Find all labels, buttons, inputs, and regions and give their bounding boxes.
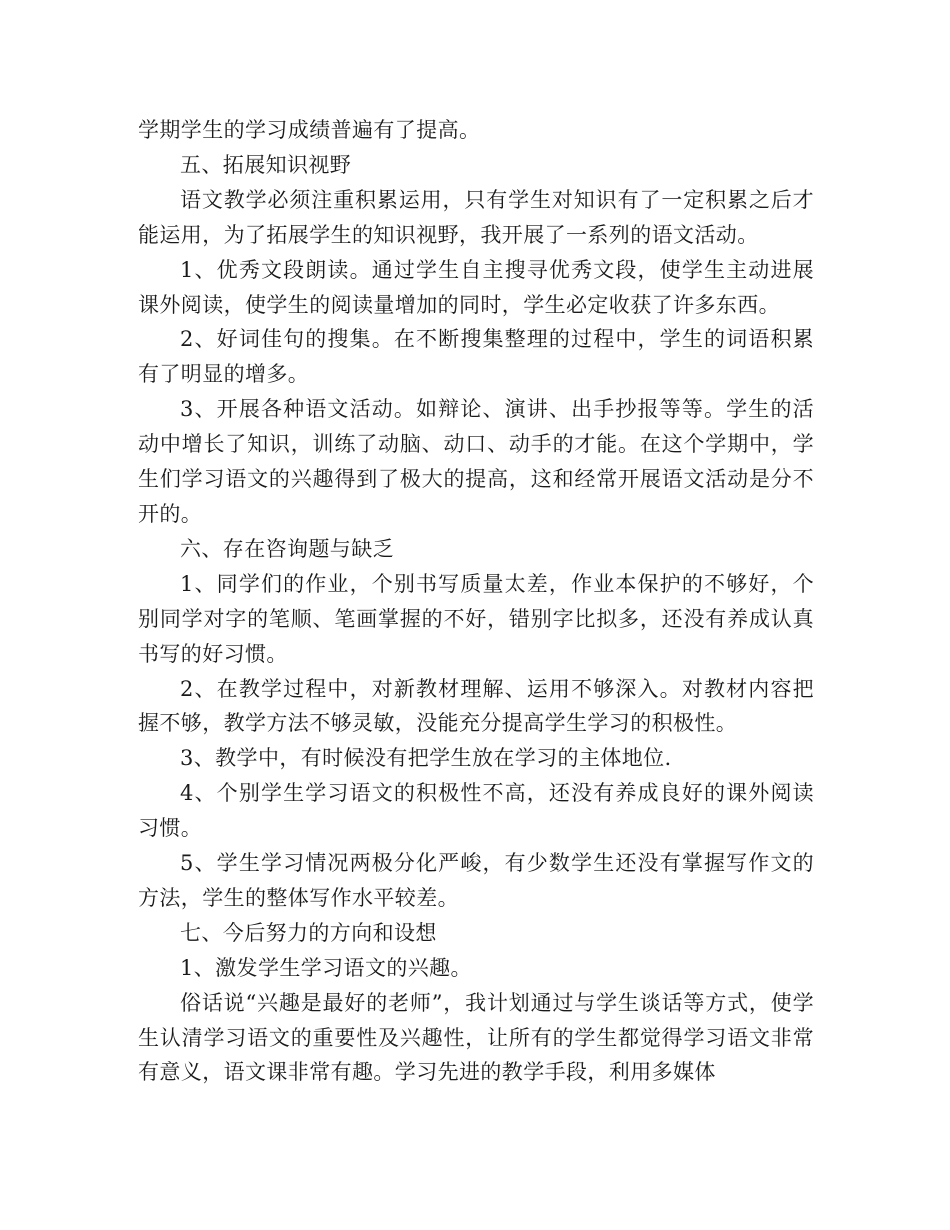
list-item-paragraph: 3、教学中，有时候没有把学生放在学习的主体地位. (180, 746, 672, 771)
body-paragraph: 俗话说“兴趣是最好的老师”，我计划通过与学生谈话等方式，使学生认清学习语文的重要性及兴趣性，让所有的学生都觉得学习语文非常有意义，语文课非常有趣。学习先进的教学手段，利用多媒体 (138, 990, 814, 1085)
section-heading-problems: 六、存在咨询题与缺乏 (180, 536, 394, 561)
continuation-paragraph: 学期学生的学习成绩普遍有了提高。 (138, 118, 481, 142)
list-item-paragraph: 2、好词佳句的搜集。在不断搜集整理的过程中，学生的词语积累有了明显的增多。 (138, 327, 814, 387)
section-heading-future-direction: 七、今后努力的方向和设想 (180, 920, 437, 945)
list-item-paragraph: 4、个别学生学习语文的积极性不高，还没有养成良好的课外阅读习惯。 (138, 781, 814, 841)
list-item-paragraph: 1、同学们的作业，个别书写质量太差，作业本保护的不够好，个别同学对字的笔顺、笔画掌握的不好，错别字比拟多，还没有养成认真书写的好习惯。 (138, 571, 814, 666)
list-item-paragraph: 2、在教学过程中，对新教材理解、运用不够深入。对教材内容把握不够，教学方法不够灵敏，没能充分提高学生学习的积极性。 (138, 676, 814, 736)
list-item-paragraph: 3、开展各种语文活动。如辩论、演讲、出手抄报等等。学生的活动中增长了知识，训练了动脑、动口、动手的才能。在这个学期中，学生们学习语文的兴趣得到了极大的提高，这和经常开展语文活动是分不开的。 (138, 397, 814, 526)
list-item-paragraph: 5、学生学习情况两极分化严峻，有少数学生还没有掌握写作文的方法，学生的整体写作水平较差。 (138, 851, 814, 910)
list-item-paragraph: 1、优秀文段朗读。通过学生自主搜寻优秀文段，使学生主动进展课外阅读，使学生的阅读量增加的同时，学生必定收获了许多东西。 (138, 257, 814, 317)
body-paragraph: 语文教学必须注重积累运用，只有学生对知识有了一定积累之后才能运用，为了拓展学生的知识视野，我开展了一系列的语文活动。 (138, 187, 814, 247)
document-body (138, 113, 814, 1090)
list-item-paragraph: 1、激发学生学习语文的兴趣。 (180, 955, 472, 980)
section-heading-expand-knowledge: 五、拓展知识视野 (180, 152, 352, 177)
